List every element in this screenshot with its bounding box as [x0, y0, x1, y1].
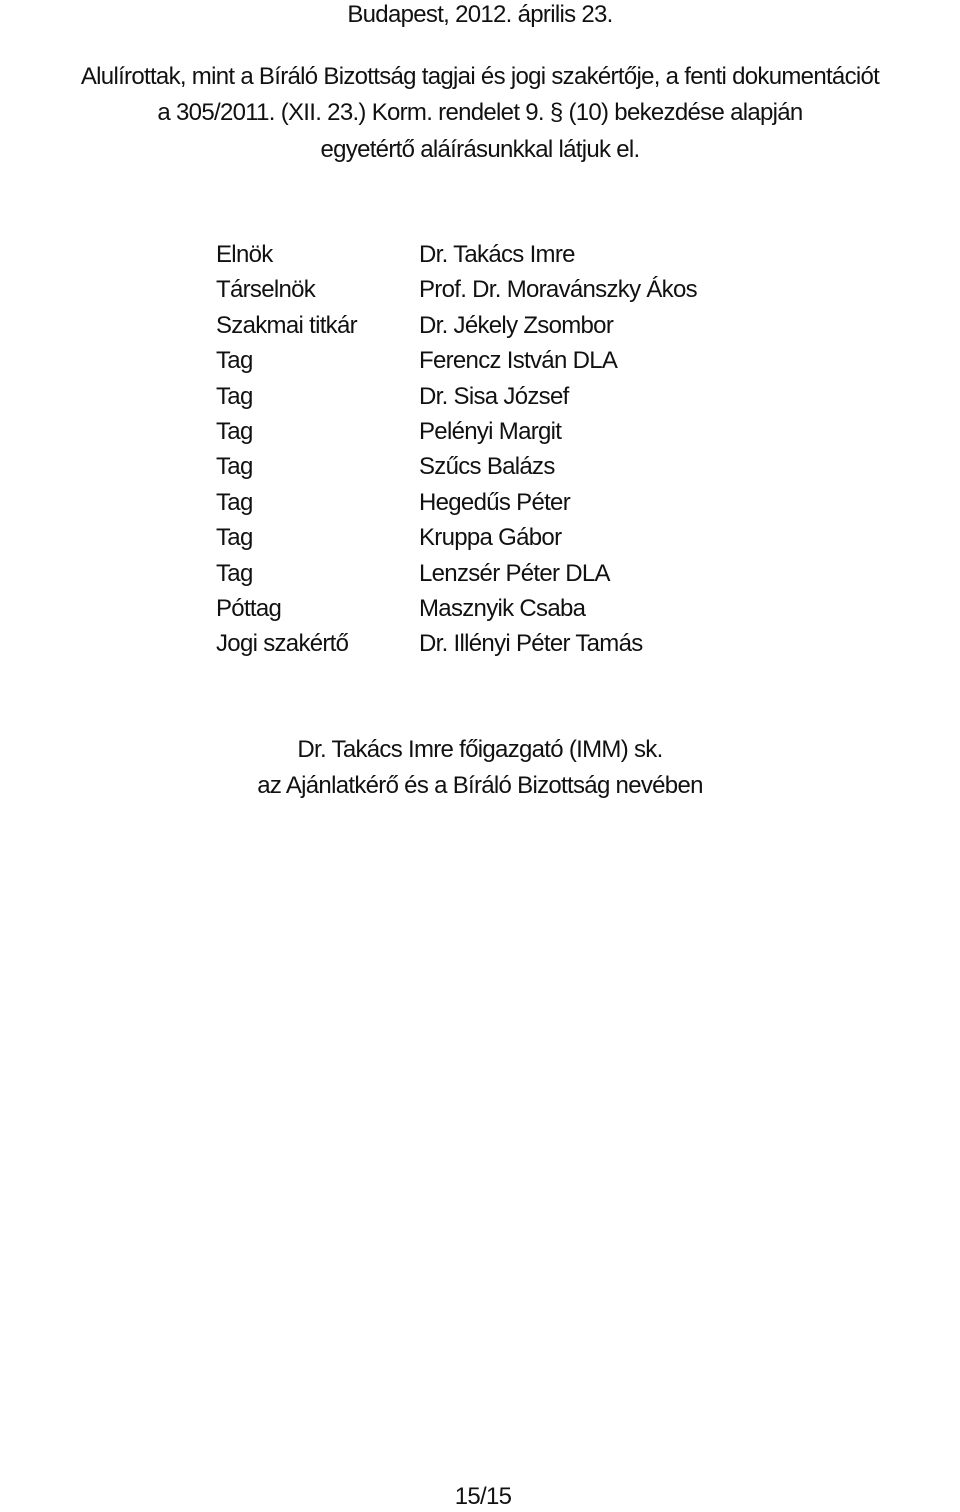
member-role: Elnök [216, 241, 273, 268]
member-role: Társelnök [216, 276, 316, 304]
page-number: 15/15 [454, 1483, 512, 1510]
member-role: Tag [216, 524, 253, 552]
member-role: Jogi szakértő [216, 630, 349, 658]
member-name: Masznyik Csaba [419, 594, 586, 622]
member-name: Dr. Illényi Péter Tamás [419, 630, 643, 658]
member-name: Hegedűs Péter [419, 488, 571, 516]
date-line: Budapest, 2012. április 23. [347, 1, 613, 28]
member-role: Tag [216, 347, 253, 375]
member-name: Ferencz István DLA [419, 347, 618, 375]
member-name: Prof. Dr. Moravánszky Ákos [419, 276, 697, 304]
member-role: Tag [216, 453, 253, 481]
intro-line: Alulírottak, mint a Bíráló Bizottság tagjai és jogi szakértője, a fenti dokumentációt [80, 63, 880, 90]
member-name: Szűcs Balázs [419, 453, 555, 481]
intro-line: a 305/2011. (XII. 23.) Korm. rendelet 9. § (10) bekezdése alapján [157, 99, 803, 126]
member-role: Szakmai titkár [216, 311, 357, 339]
member-role: Tag [216, 417, 253, 445]
signature-subline: az Ajánlatkérő és a Bíráló Bizottság nevében [257, 772, 703, 799]
member-name: Dr. Sisa József [419, 382, 569, 410]
signature-line: Dr. Takács Imre főigazgató (IMM) sk. [297, 736, 663, 763]
member-name: Kruppa Gábor [419, 524, 562, 552]
member-name: Pelényi Margit [419, 417, 562, 445]
member-name: Dr. Takács Imre [419, 241, 575, 268]
member-name: Dr. Jékely Zsombor [419, 311, 614, 339]
member-role: Tag [216, 382, 253, 410]
intro-line: egyetértő aláírásunkkal látjuk el. [320, 136, 640, 163]
member-role: Póttag [216, 594, 282, 622]
member-name: Lenzsér Péter DLA [419, 559, 610, 587]
member-role: Tag [216, 488, 253, 516]
member-role: Tag [216, 559, 253, 587]
